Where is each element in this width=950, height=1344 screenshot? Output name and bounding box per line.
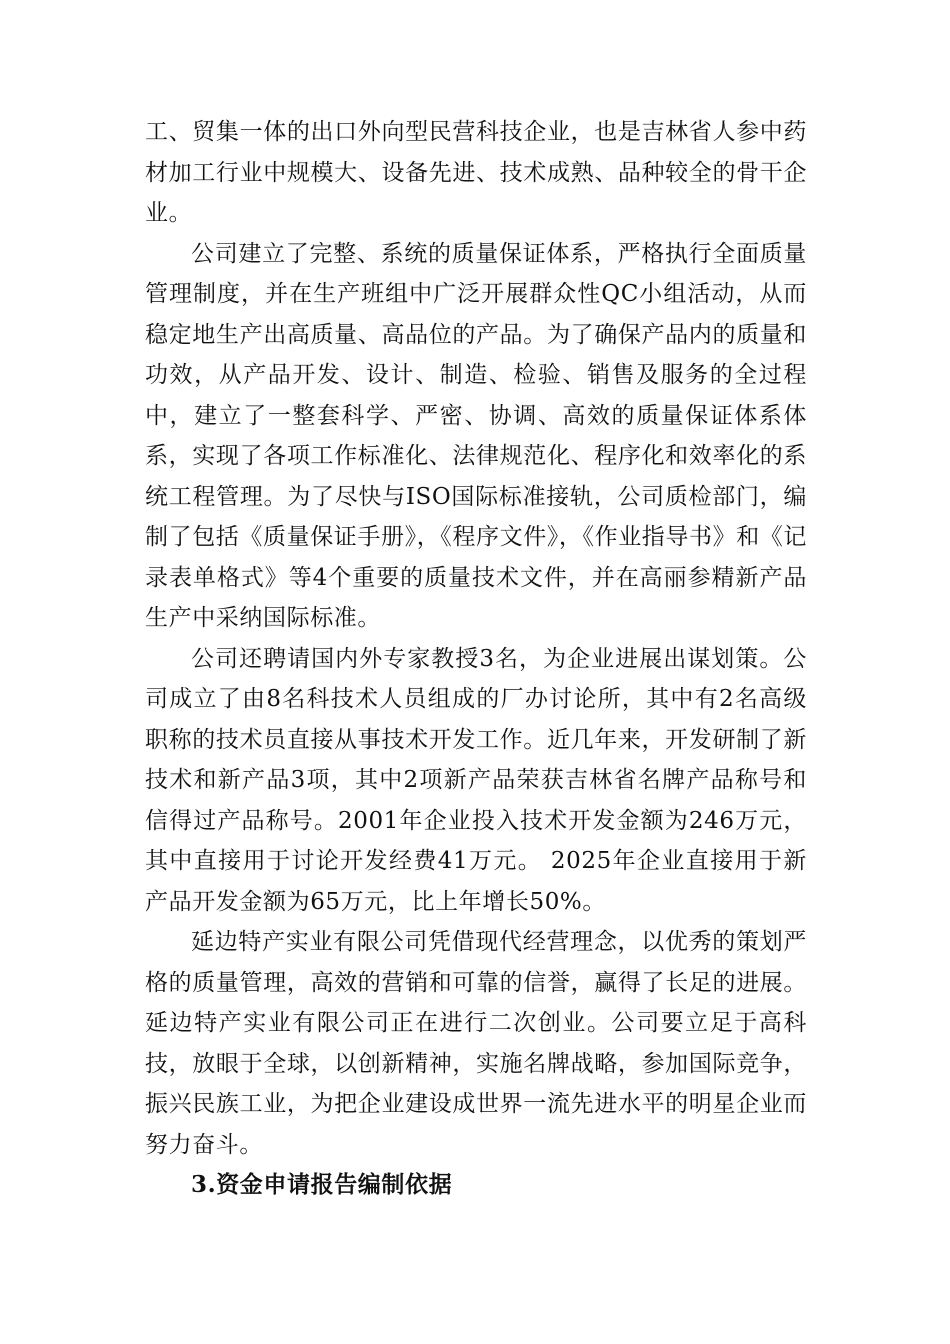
- document-page: [145, 112, 807, 1206]
- paragraph-continuation: 工、贸集一体的出口外向型民营科技企业，也是吉林省人参中药材加工行业中规模大、设备先进、技术成熟、品种较全的骨干企业。: [145, 119, 807, 226]
- paragraph-development: 延边特产实业有限公司凭借现代经营理念，以优秀的策划严格的质量管理，高效的营销和可靠的信誉，赢得了长足的进展。延边特产实业有限公司正在进行二次创业。公司要立足于高科技，放眼于全球，以创新精神，实施名牌战略，参加国际竞争，振兴民族工业，为把企业建设成世界一流先进水平的明星企业而努力奋斗。: [145, 929, 807, 1158]
- section-heading: 3.资金申请报告编制依据: [191, 1171, 453, 1198]
- paragraph-quality-system: 公司建立了完整、系统的质量保证体系，严格执行全面质量管理制度，并在生产班组中广泛开展群众性QC小组活动，从而稳定地生产出高质量、高品位的产品。为了确保产品内的质量和功效，从产品开发、设计、制造、检验、销售及服务的全过程中，建立了一整套科学、严密、协调、高效的质量保证体系体系，实现了各项工作标准化、法律规范化、程序化和效率化的系统工程管理。为了尽快与ISO国际标准接轨，公司质检部门，编制了包括《质量保证手册》，《程序文件》，《作业指导书》和《记录表单格式》等4个重要的质量技术文件，并在高丽参精新产品生产中采纳国际标准。: [145, 240, 807, 631]
- paragraph-technology: 公司还聘请国内外专家教授3名，为企业进展出谋划策。公司成立了由8名科技术人员组成的厂办讨论所，其中有2名高级职称的技术员直接从事技术开发工作。近几年来，开发研制了新技术和新产品3项，其中2项新产品荣获吉林省名牌产品称号和信得过产品称号。2001年企业投入技术开发金额为246万元，其中直接用于讨论开发经费41万元。 2025年企业直接用于新产品开发金额为65万元，比上年增长50%。: [145, 645, 807, 915]
